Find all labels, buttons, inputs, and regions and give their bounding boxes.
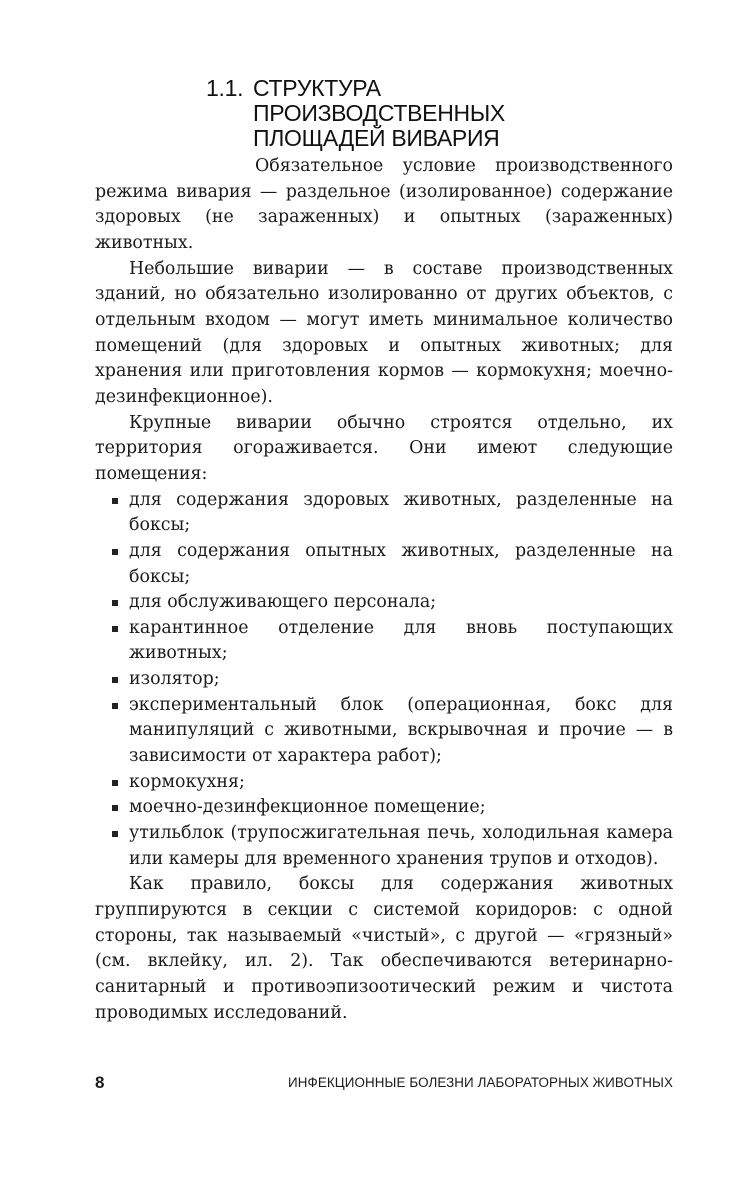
list-item-text: для содержания здоровых животных, разделенные на боксы; <box>129 489 673 536</box>
list-item <box>95 795 673 821</box>
paragraph: Обязательное условие производственного режима вивария — раздельное (изолированное) содержание здоровых (не зараженных) и опытных (зараженных) животных. <box>95 156 673 253</box>
list-item-text: экспериментальный блок (операционная, бокс для манипуляций с животными, вскрывочная и прочие — в зависимости от характера работ); <box>129 694 673 767</box>
page-footer <box>95 1073 673 1097</box>
paragraph: Крупные виварии обычно строятся отдельно, их территория огораживается. Они имеют следующие помещения: <box>95 412 673 484</box>
paragraph: Небольшие виварии — в составе производственных зданий, но обязательно изолированно от других объектов, с отдельным входом — могут иметь минимальное количество помещений (для здоровых и опытных животных; для хранения или приготовления кормов — кормокухня; моечно-дезинфекционное). <box>95 258 673 407</box>
bullet-icon <box>112 677 118 683</box>
heading-line-1 <box>206 76 686 101</box>
bullet-icon <box>112 498 118 504</box>
bullet-icon <box>112 831 118 837</box>
section-number: 1.1. <box>206 75 244 101</box>
body-text <box>95 154 673 1026</box>
list-item <box>95 693 673 770</box>
bullet-icon <box>112 600 118 606</box>
list-item-text: кормокухня; <box>129 771 245 792</box>
bullet-icon <box>112 780 118 786</box>
list-item <box>95 821 673 872</box>
list-item-text: моечно-дезинфекционное помещение; <box>129 797 486 818</box>
list-item <box>95 770 673 796</box>
heading-line-2: ПРОИЗВОДСТВЕННЫХ <box>253 100 505 126</box>
heading-text-1: СТРУКТУРА <box>253 75 381 101</box>
bullet-icon <box>112 805 118 811</box>
list-item-text: для содержания опытных животных, разделенные на боксы; <box>129 540 673 587</box>
premises-list <box>95 488 673 873</box>
list-item-text: утильблок (трупосжигательная печь, холодильная камера или камеры для временного хранения трупов и отходов). <box>129 823 673 869</box>
bullet-icon <box>112 703 118 709</box>
section-heading <box>206 76 686 151</box>
list-item-text: изолятор; <box>129 669 220 690</box>
list-item <box>95 488 673 539</box>
list-item <box>95 667 673 693</box>
page-number: 8 <box>95 1073 105 1092</box>
bullet-icon <box>112 549 118 555</box>
list-item <box>95 616 673 667</box>
heading-line-3: ПЛОЩАДЕЙ ВИВАРИЯ <box>253 125 500 151</box>
list-item-text: карантинное отделение для вновь поступающих животных; <box>129 617 673 664</box>
running-title: ИНФЕКЦИОННЫЕ БОЛЕЗНИ ЛАБОРАТОРНЫХ ЖИВОТНЫХ <box>288 1075 673 1090</box>
bullet-icon <box>112 626 118 632</box>
list-item <box>95 590 673 616</box>
paragraph: Как правило, боксы для содержания животных группируются в секции с системой коридоров: с одной стороны, так называемый «чистый», с другой — «грязный» (см. вклейку, ил. 2). Так обеспечиваются ветеринарно-санитарный и противоэпизоотический режим и чистота проводимых исследований. <box>95 874 673 1023</box>
list-item-text: для обслуживающего персонала; <box>129 592 437 613</box>
list-item <box>95 539 673 590</box>
